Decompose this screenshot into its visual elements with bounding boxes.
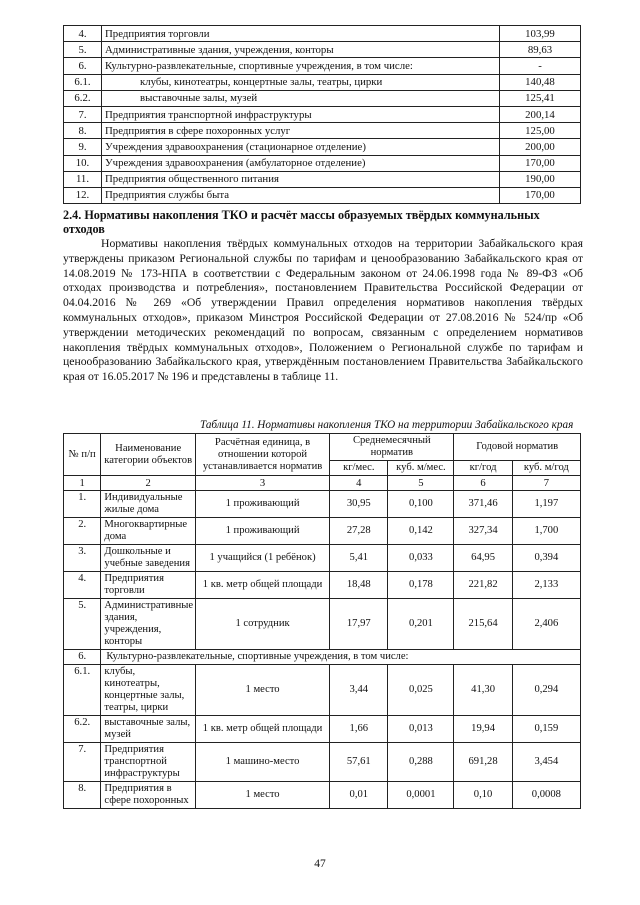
row-m3-month: 0,033 <box>388 545 454 572</box>
table-row <box>64 650 581 665</box>
row-name: клубы, кинотеатры, концертные залы, театры, цирки <box>102 74 500 90</box>
table-row <box>64 106 581 122</box>
row-number: 6.1. <box>64 74 102 90</box>
row-number: 6. <box>64 58 102 74</box>
header-m3-year: куб. м/год <box>512 461 580 476</box>
row-m3-month: 0,100 <box>388 491 454 518</box>
row-unit: 1 сотрудник <box>195 599 329 650</box>
row-kg-year: 0,10 <box>454 782 512 809</box>
row-kg-year: 19,94 <box>454 716 512 743</box>
row-m3-year: 2,406 <box>512 599 580 650</box>
row-m3-year: 3,454 <box>512 743 580 782</box>
row-number: 11. <box>64 171 102 187</box>
row-m3-year: 0,394 <box>512 545 580 572</box>
table-row <box>64 572 581 599</box>
row-m3-month: 0,288 <box>388 743 454 782</box>
row-name: Административные здания, учреждения, конторы <box>101 599 196 650</box>
section-heading: 2.4. Нормативы накопления ТКО и расчёт массы образуемых твёрдых коммунальных отходов <box>63 208 540 236</box>
top-table-body <box>64 26 581 204</box>
row-number: 6.2. <box>64 716 101 743</box>
row-number: 8. <box>64 123 102 139</box>
row-number: 4. <box>64 26 102 42</box>
row-value: 190,00 <box>500 171 581 187</box>
row-value: 170,00 <box>500 187 581 203</box>
row-m3-month: 0,142 <box>388 518 454 545</box>
row-number: 4. <box>64 572 101 599</box>
header-kg-year: кг/год <box>454 461 512 476</box>
header-m3-month: куб. м/мес. <box>388 461 454 476</box>
row-name: Многоквартирные дома <box>101 518 196 545</box>
row-m3-month: 0,0001 <box>388 782 454 809</box>
row-m3-year: 1,700 <box>512 518 580 545</box>
row-name: Предприятия в сфере похоронных услуг <box>102 123 500 139</box>
table-row <box>64 155 581 171</box>
row-number: 6.2. <box>64 90 102 106</box>
row-kg-year: 327,34 <box>454 518 512 545</box>
row-kg-year: 221,82 <box>454 572 512 599</box>
page-number: 47 <box>314 858 326 870</box>
header-name: Наименование категории объектов <box>101 434 196 476</box>
header-monthly: Среднемесячный норматив <box>330 434 454 461</box>
row-m3-month: 0,178 <box>388 572 454 599</box>
table-row <box>64 187 581 203</box>
row-number: 9. <box>64 139 102 155</box>
row-name: Предприятия транспортной инфраструктуры <box>101 743 196 782</box>
column-index: 4 <box>330 476 388 491</box>
row-value: 200,00 <box>500 139 581 155</box>
row-name: Индивидуальные жилые дома <box>101 491 196 518</box>
table-row <box>64 90 581 106</box>
row-number: 5. <box>64 42 102 58</box>
row-m3-year: 0,159 <box>512 716 580 743</box>
table-row <box>64 743 581 782</box>
row-kg-year: 691,28 <box>454 743 512 782</box>
row-m3-year: 0,0008 <box>512 782 580 809</box>
row-unit: 1 машино-место <box>195 743 329 782</box>
row-number: 1. <box>64 491 101 518</box>
row-unit: 1 место <box>195 782 329 809</box>
row-unit: 1 место <box>195 665 329 716</box>
row-name: Предприятия торговли <box>102 26 500 42</box>
row-kg-month: 0,01 <box>330 782 388 809</box>
row-m3-month: 0,013 <box>388 716 454 743</box>
row-kg-year: 371,46 <box>454 491 512 518</box>
column-index: 5 <box>388 476 454 491</box>
row-unit: 1 проживающий <box>195 518 329 545</box>
section-paragraph: Нормативы накопления твёрдых коммунальных отходов на территории Забайкальского края утверждены приказом Региональной службы по тарифам и ценообразованию Забайкальского края от 14.08.2019 № 173-НПА в соответствии с Федеральным законом от 24.06.1998 года № 89-ФЗ «Об отходах производства и потребления», постановлением Правительства Российской Федерации от 04.04.2016 № 269 «Об утверждении Правил определения нормативов накопления твёрдых коммунальных отходов», приказом Минстроя Российской Федерации от 27.08.2016 № 524/пр «Об утверждении методических рекомендаций по вопросам, связанным с определением нормативов накопления твёрдых коммунальных отходов», Положением о Региональной службе по тарифам и ценообразованию Забайкальского края, утверждённым постановлением Правительства Забайкальского края от 16.05.2017 № 196 и представлены в таблице 11. <box>63 237 583 384</box>
table-row <box>64 171 581 187</box>
main-table-body <box>64 476 581 809</box>
column-index-row <box>64 476 581 491</box>
main-table-head <box>64 434 581 476</box>
row-value: 125,41 <box>500 90 581 106</box>
row-name: Учреждения здравоохранения (амбулаторное отделение) <box>102 155 500 171</box>
row-name: Предприятия торговли <box>101 572 196 599</box>
row-number: 12. <box>64 187 102 203</box>
row-number: 3. <box>64 545 101 572</box>
row-unit: 1 проживающий <box>195 491 329 518</box>
table-row <box>64 26 581 42</box>
row-value: 140,48 <box>500 74 581 90</box>
table-row <box>64 491 581 518</box>
row-number: 6.1. <box>64 665 101 716</box>
row-number: 5. <box>64 599 101 650</box>
table-row <box>64 782 581 809</box>
row-name: клубы, кинотеатры, концертные залы, театры, цирки <box>101 665 196 716</box>
table-row <box>64 58 581 74</box>
row-kg-year: 215,64 <box>454 599 512 650</box>
row-kg-month: 17,97 <box>330 599 388 650</box>
column-index: 1 <box>64 476 101 491</box>
row-m3-month: 0,025 <box>388 665 454 716</box>
row-number: 6. <box>64 650 101 665</box>
row-kg-month: 27,28 <box>330 518 388 545</box>
table-row <box>64 599 581 650</box>
column-index: 3 <box>195 476 329 491</box>
header-annual: Годовой норматив <box>454 434 581 461</box>
row-m3-year: 2,133 <box>512 572 580 599</box>
row-value: 125,00 <box>500 123 581 139</box>
row-unit: 1 кв. метр общей площади <box>195 716 329 743</box>
row-name: Предприятия общественного питания <box>102 171 500 187</box>
row-kg-month: 5,41 <box>330 545 388 572</box>
row-name: Предприятия транспортной инфраструктуры <box>102 106 500 122</box>
table-row <box>64 74 581 90</box>
row-value: - <box>500 58 581 74</box>
row-name: выставочные залы, музей <box>101 716 196 743</box>
waste-norms-table-main <box>63 433 581 809</box>
row-m3-year: 1,197 <box>512 491 580 518</box>
table-row <box>64 139 581 155</box>
row-value: 200,14 <box>500 106 581 122</box>
row-name: Культурно-развлекательные, спортивные учреждения, в том числе: <box>102 58 500 74</box>
column-index: 7 <box>512 476 580 491</box>
row-number: 8. <box>64 782 101 809</box>
table-row <box>64 123 581 139</box>
row-kg-month: 57,61 <box>330 743 388 782</box>
row-group-title: Культурно-развлекательные, спортивные учреждения, в том числе: <box>101 650 581 665</box>
row-name: Дошкольные и учебные заведения <box>101 545 196 572</box>
row-name: Предприятия службы быта <box>102 187 500 203</box>
table-row <box>64 518 581 545</box>
row-number: 7. <box>64 106 102 122</box>
row-kg-month: 1,66 <box>330 716 388 743</box>
header-unit: Расчётная единица, в отношении которой устанавливается норматив <box>195 434 329 476</box>
row-m3-year: 0,294 <box>512 665 580 716</box>
header-num: № п/п <box>64 434 101 476</box>
row-kg-year: 41,30 <box>454 665 512 716</box>
row-number: 2. <box>64 518 101 545</box>
row-kg-month: 3,44 <box>330 665 388 716</box>
row-unit: 1 кв. метр общей площади <box>195 572 329 599</box>
row-unit: 1 учащийся (1 ребёнок) <box>195 545 329 572</box>
table-caption: Таблица 11. Нормативы накопления ТКО на территории Забайкальского края <box>200 419 574 431</box>
row-name: Учреждения здравоохранения (стационарное отделение) <box>102 139 500 155</box>
row-value: 103,99 <box>500 26 581 42</box>
table-row <box>64 42 581 58</box>
header-kg-month: кг/мес. <box>330 461 388 476</box>
row-name: Административные здания, учреждения, конторы <box>102 42 500 58</box>
table-row <box>64 545 581 572</box>
column-index: 6 <box>454 476 512 491</box>
table-row <box>64 665 581 716</box>
row-kg-month: 30,95 <box>330 491 388 518</box>
waste-norms-table-top <box>63 25 581 204</box>
row-number: 10. <box>64 155 102 171</box>
row-number: 7. <box>64 743 101 782</box>
row-m3-month: 0,201 <box>388 599 454 650</box>
column-index: 2 <box>101 476 196 491</box>
table-row <box>64 716 581 743</box>
row-kg-year: 64,95 <box>454 545 512 572</box>
row-value: 170,00 <box>500 155 581 171</box>
row-kg-month: 18,48 <box>330 572 388 599</box>
row-name: выставочные залы, музей <box>102 90 500 106</box>
row-value: 89,63 <box>500 42 581 58</box>
row-name: Предприятия в сфере похоронных <box>101 782 196 809</box>
